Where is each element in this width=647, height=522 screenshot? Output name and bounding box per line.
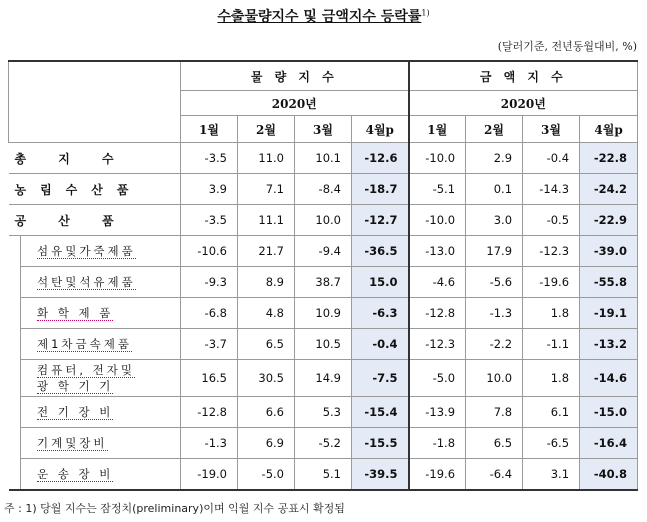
volume-cell: 11.1 bbox=[238, 205, 295, 236]
page-title bbox=[0, 6, 647, 26]
month-header: 3월 bbox=[523, 116, 580, 143]
value-cell: -10.0 bbox=[409, 143, 466, 174]
row-indent bbox=[9, 329, 21, 360]
volume-cell: -12.7 bbox=[352, 205, 409, 236]
year-header-volume: 2020년 bbox=[181, 91, 409, 116]
value-cell: 3.0 bbox=[466, 205, 523, 236]
row-label-text: 운 송 장 비 bbox=[37, 467, 114, 481]
value-cell: -14.3 bbox=[523, 174, 580, 205]
volume-cell: 21.7 bbox=[238, 236, 295, 267]
row-indent bbox=[9, 236, 21, 267]
table-row bbox=[9, 174, 638, 205]
value-cell: -16.4 bbox=[580, 428, 638, 459]
volume-cell: -1.3 bbox=[181, 428, 238, 459]
row-indent bbox=[9, 428, 21, 459]
value-cell: -1.1 bbox=[523, 329, 580, 360]
month-header: 4월p bbox=[580, 116, 638, 143]
table-row bbox=[9, 205, 638, 236]
value-cell: -12.3 bbox=[523, 236, 580, 267]
title-text: 수출물량지수 및 금액지수 등락률 bbox=[217, 9, 422, 25]
row-label bbox=[21, 298, 181, 329]
value-cell: -55.8 bbox=[580, 267, 638, 298]
month-header: 4월p bbox=[352, 116, 409, 143]
value-cell: 3.1 bbox=[523, 459, 580, 491]
volume-cell: -9.4 bbox=[295, 236, 352, 267]
table-row bbox=[9, 298, 638, 329]
value-cell: -24.2 bbox=[580, 174, 638, 205]
table-row bbox=[9, 236, 638, 267]
month-header: 2월 bbox=[238, 116, 295, 143]
volume-cell: 10.5 bbox=[295, 329, 352, 360]
value-cell: 17.9 bbox=[466, 236, 523, 267]
volume-cell: 30.5 bbox=[238, 360, 295, 397]
volume-cell: -0.4 bbox=[352, 329, 409, 360]
volume-cell: 5.1 bbox=[295, 459, 352, 491]
volume-cell: 14.9 bbox=[295, 360, 352, 397]
row-label-text-line2: 광 학 기 기 bbox=[37, 379, 114, 393]
volume-cell: -6.8 bbox=[181, 298, 238, 329]
volume-cell: -15.5 bbox=[352, 428, 409, 459]
volume-cell: -6.3 bbox=[352, 298, 409, 329]
value-cell: -0.4 bbox=[523, 143, 580, 174]
volume-cell: -12.6 bbox=[352, 143, 409, 174]
value-cell: -6.4 bbox=[466, 459, 523, 491]
value-cell: -1.3 bbox=[466, 298, 523, 329]
value-cell: -19.6 bbox=[523, 267, 580, 298]
table-row bbox=[9, 459, 638, 491]
volume-cell: 7.1 bbox=[238, 174, 295, 205]
month-header: 2월 bbox=[466, 116, 523, 143]
value-cell: 10.0 bbox=[466, 360, 523, 397]
volume-cell: 38.7 bbox=[295, 267, 352, 298]
value-cell: -40.8 bbox=[580, 459, 638, 491]
value-cell: -22.9 bbox=[580, 205, 638, 236]
volume-cell: 15.0 bbox=[352, 267, 409, 298]
value-cell: -13.2 bbox=[580, 329, 638, 360]
volume-cell: -3.7 bbox=[181, 329, 238, 360]
row-label bbox=[21, 397, 181, 428]
unit-caption: (달러기준, 전년동월대비, %) bbox=[497, 40, 637, 53]
month-header: 1월 bbox=[409, 116, 466, 143]
row-indent bbox=[9, 397, 21, 428]
volume-cell: 4.8 bbox=[238, 298, 295, 329]
row-label bbox=[21, 329, 181, 360]
row-label bbox=[21, 459, 181, 491]
value-cell: -6.5 bbox=[523, 428, 580, 459]
table-body bbox=[9, 143, 638, 491]
value-cell: -4.6 bbox=[409, 267, 466, 298]
value-cell: -10.0 bbox=[409, 205, 466, 236]
volume-cell: 10.1 bbox=[295, 143, 352, 174]
row-label-text: 섬유및가죽제품 bbox=[37, 244, 136, 258]
row-label: 공 산 품 bbox=[9, 205, 181, 236]
month-header: 1월 bbox=[181, 116, 238, 143]
value-cell: -13.9 bbox=[409, 397, 466, 428]
group-header-volume: 물 량 지 수 bbox=[181, 61, 409, 91]
month-header: 3월 bbox=[295, 116, 352, 143]
value-cell: -12.8 bbox=[409, 298, 466, 329]
value-cell: 0.1 bbox=[466, 174, 523, 205]
value-cell: -2.2 bbox=[466, 329, 523, 360]
volume-cell: -18.7 bbox=[352, 174, 409, 205]
volume-cell: 6.5 bbox=[238, 329, 295, 360]
volume-cell: -36.5 bbox=[352, 236, 409, 267]
volume-cell: 16.5 bbox=[181, 360, 238, 397]
table-corner bbox=[9, 61, 181, 143]
index-table bbox=[8, 60, 638, 491]
volume-cell: -3.5 bbox=[181, 205, 238, 236]
volume-cell: 6.9 bbox=[238, 428, 295, 459]
volume-cell: -8.4 bbox=[295, 174, 352, 205]
row-indent bbox=[9, 298, 21, 329]
table-row bbox=[9, 329, 638, 360]
volume-cell: -39.5 bbox=[352, 459, 409, 491]
volume-cell: -15.4 bbox=[352, 397, 409, 428]
table-row bbox=[9, 397, 638, 428]
row-label-text: 전 기 장 비 bbox=[37, 405, 114, 419]
volume-cell: -9.3 bbox=[181, 267, 238, 298]
table-row bbox=[9, 267, 638, 298]
value-cell: 1.8 bbox=[523, 360, 580, 397]
value-cell: -5.0 bbox=[409, 360, 466, 397]
volume-cell: -12.8 bbox=[181, 397, 238, 428]
row-label bbox=[21, 360, 181, 397]
row-label-text: 기계및장비 bbox=[37, 436, 108, 450]
value-cell: -12.3 bbox=[409, 329, 466, 360]
volume-cell: 3.9 bbox=[181, 174, 238, 205]
value-cell: 2.9 bbox=[466, 143, 523, 174]
row-indent bbox=[9, 267, 21, 298]
volume-cell: 6.6 bbox=[238, 397, 295, 428]
row-label-text: 컴퓨터, 전자및 bbox=[37, 363, 135, 377]
row-indent bbox=[9, 360, 21, 397]
volume-cell: -10.6 bbox=[181, 236, 238, 267]
value-cell: -15.0 bbox=[580, 397, 638, 428]
row-label-text: 제1차금속제품 bbox=[37, 337, 132, 351]
value-cell: 6.1 bbox=[523, 397, 580, 428]
volume-cell: -3.5 bbox=[181, 143, 238, 174]
title-footnote-mark: 1) bbox=[421, 8, 430, 18]
row-indent bbox=[9, 459, 21, 491]
footnote: 주 : 1) 당월 지수는 잠정치(preliminary)이며 익월 지수 공표시 확정됨 bbox=[4, 502, 345, 515]
value-cell: -13.0 bbox=[409, 236, 466, 267]
row-label bbox=[21, 428, 181, 459]
value-cell: 7.8 bbox=[466, 397, 523, 428]
value-cell: -5.6 bbox=[466, 267, 523, 298]
volume-cell: 8.9 bbox=[238, 267, 295, 298]
row-label: 총 지 수 bbox=[9, 143, 181, 174]
row-label bbox=[21, 267, 181, 298]
value-cell: -39.0 bbox=[580, 236, 638, 267]
value-cell: 1.8 bbox=[523, 298, 580, 329]
volume-cell: -5.2 bbox=[295, 428, 352, 459]
table-row bbox=[9, 143, 638, 174]
volume-cell: 11.0 bbox=[238, 143, 295, 174]
row-label-text: 화 학 제 품 bbox=[37, 306, 114, 320]
row-label bbox=[21, 236, 181, 267]
volume-cell: 5.3 bbox=[295, 397, 352, 428]
group-header-value: 금 액 지 수 bbox=[409, 61, 638, 91]
volume-cell: -19.0 bbox=[181, 459, 238, 491]
volume-cell: -5.0 bbox=[238, 459, 295, 491]
row-label-text: 석탄및석유제품 bbox=[37, 275, 136, 289]
value-cell: 6.5 bbox=[466, 428, 523, 459]
volume-cell: -7.5 bbox=[352, 360, 409, 397]
value-cell: -0.5 bbox=[523, 205, 580, 236]
value-cell: -22.8 bbox=[580, 143, 638, 174]
table-row bbox=[9, 360, 638, 397]
volume-cell: 10.0 bbox=[295, 205, 352, 236]
row-label: 농림수산품 bbox=[9, 174, 181, 205]
volume-cell: 10.9 bbox=[295, 298, 352, 329]
year-header-value: 2020년 bbox=[409, 91, 638, 116]
value-cell: -1.8 bbox=[409, 428, 466, 459]
value-cell: -19.1 bbox=[580, 298, 638, 329]
table-row bbox=[9, 428, 638, 459]
value-cell: -19.6 bbox=[409, 459, 466, 491]
value-cell: -5.1 bbox=[409, 174, 466, 205]
value-cell: -14.6 bbox=[580, 360, 638, 397]
